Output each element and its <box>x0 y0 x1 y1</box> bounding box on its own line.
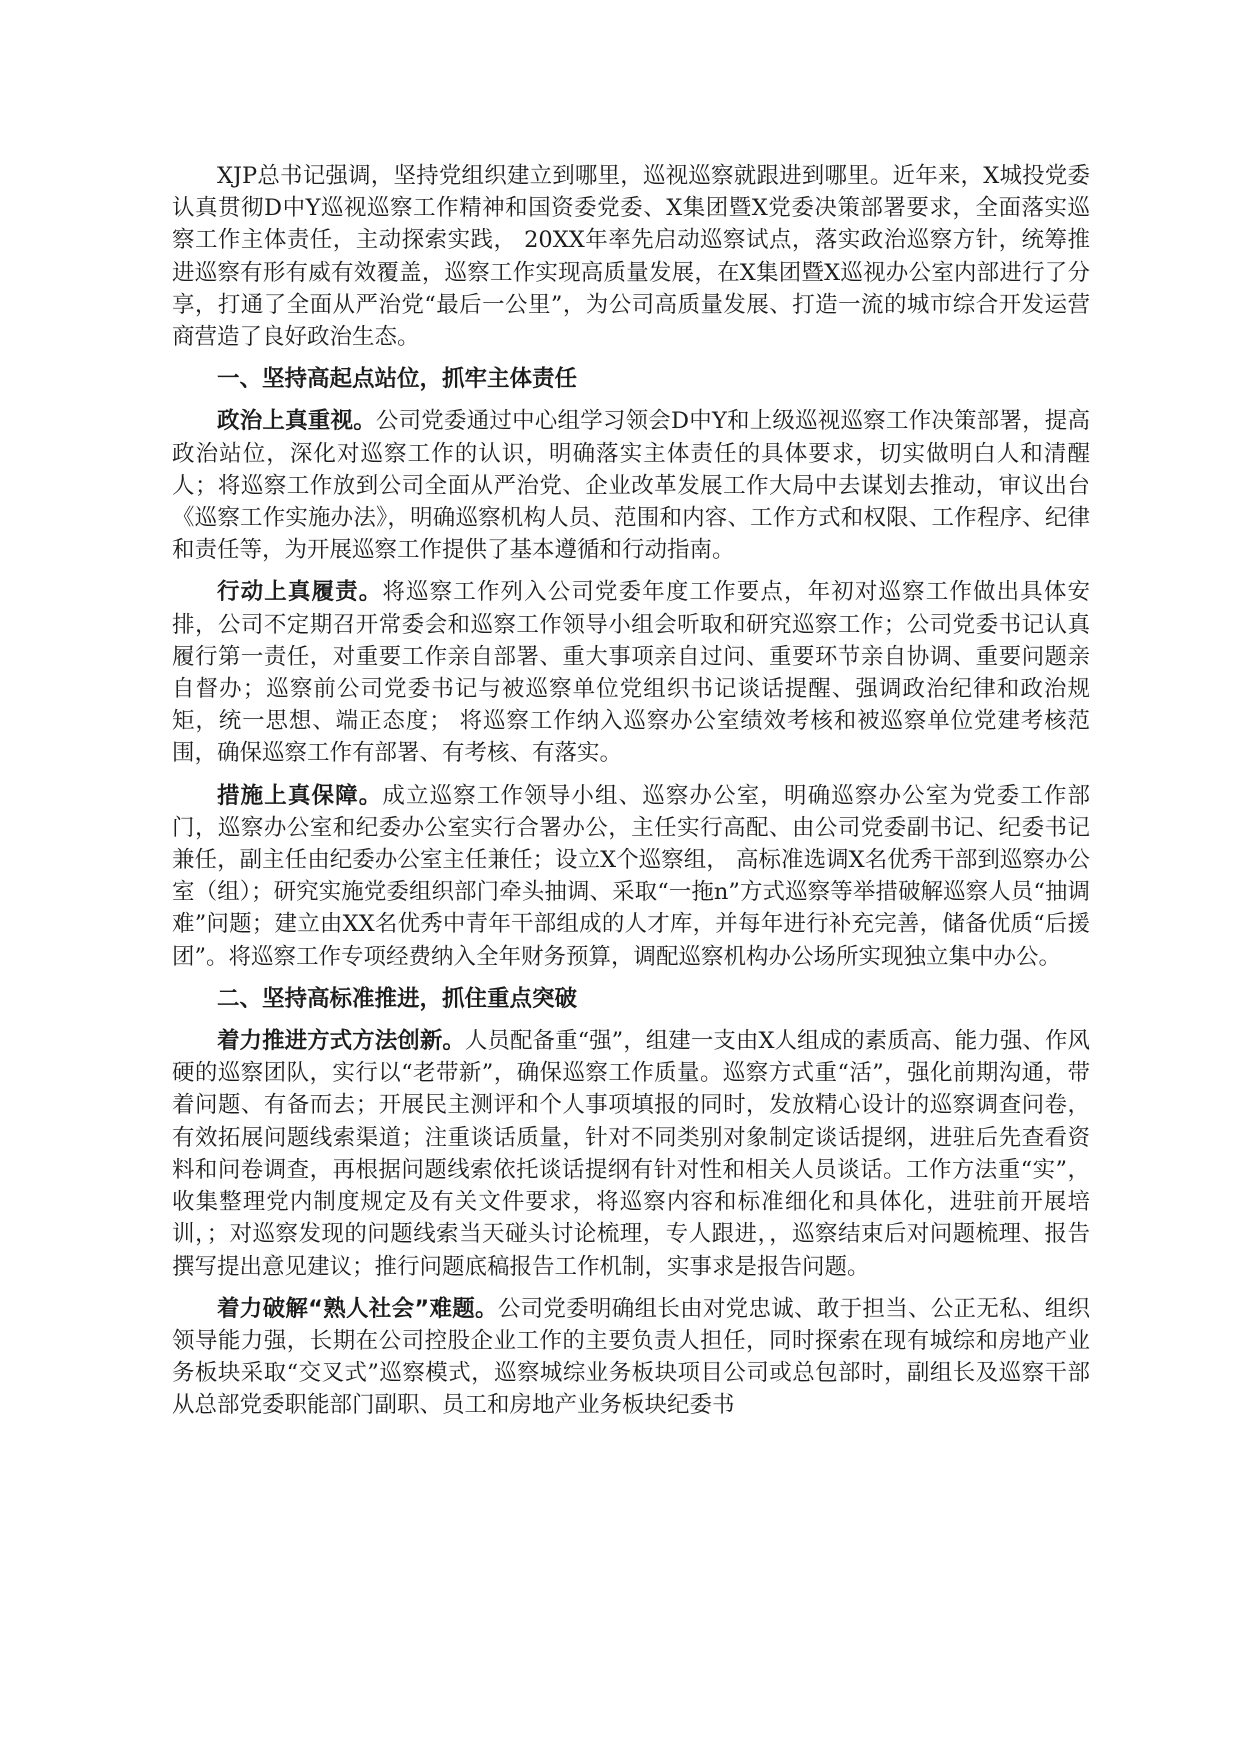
section-2-paragraph-2 <box>172 1293 1090 1422</box>
paragraph-body: 公司党委明确组长由对党忠诚、敢于担当、公正无私、组织领导能力强，长期在公司控股企业工作的主要负责人担任，同时探索在现有城综和房地产业务板块采取“交叉式”巡察模式，巡察城综业务板块项目公司或总包部时，副组长及巡察干部从总部党委职能部门副职、员工和房地产业务板块纪委书 <box>172 1295 1090 1419</box>
paragraph-lead: 着力推进方式方法创新。 <box>217 1028 465 1055</box>
section-1-heading: 一、坚持高起点站位，抓牢主体责任 <box>217 366 578 393</box>
section-1-paragraph-1 <box>172 405 1090 566</box>
paragraph-body: 成立巡察工作领导小组、巡察办公室，明确巡察办公室为党委工作部门，巡察办公室和纪委办公室实行合署办公，主任实行高配、由公司党委副书记、纪委书记兼任，副主任由纪委办公室主任兼任；设立X个巡察组， 高标准选调X名优秀干部到巡察办公室（组）；研究实施党委组织部门牵头抽调、采取“一拖n”方式巡察等举措破解巡察人员“抽调难”问题；建立由XX名优秀中青年干部组成的人才库，并每年进行补充完善，储备优质“后援团”。将巡察工作专项经费纳入全年财务预算，调配巡察机构办公场所实现独立集中办公。 <box>172 782 1090 970</box>
intro-paragraph: XJP总书记强调，坚持党组织建立到哪里，巡视巡察就跟进到哪里。近年来，X城投党委认真贯彻D中Y巡视巡察工作精神和国资委党委、X集团暨X党委决策部署要求，全面落实巡察工作主体责任，主动探索实践， 20XX年率先启动巡察试点，落实政治巡察方针，统筹推进巡察有形有威有效覆盖，巡察工作实现高质量发展，在X集团暨X巡视办公室内部进行了分享，打通了全面从严治党“最后一公里”，为公司高质量发展、打造一流的城市综合开发运营商营造了良好政治生态。 <box>172 163 1090 351</box>
paragraph-lead: 措施上真保障。 <box>217 782 383 809</box>
section-2-heading: 二、坚持高标准推进，抓住重点突破 <box>217 985 578 1012</box>
document-page <box>172 160 1090 1432</box>
paragraph-lead: 着力破解“熟人社会”难题。 <box>217 1295 498 1322</box>
section-2-paragraph-1 <box>172 1025 1090 1283</box>
section-1-paragraph-2 <box>172 576 1090 769</box>
paragraph-lead: 行动上真履责。 <box>217 579 383 606</box>
paragraph-body: 人员配备重“强”，组建一支由X人组成的素质高、能力强、作风硬的巡察团队，实行以“老带新”，确保巡察工作质量。巡察方式重“活”，强化前期沟通，带着问题、有备而去；开展民主测评和个人事项填报的同时，发放精心设计的巡察调查问卷，有效拓展问题线索渠道；注重谈话质量，针对不同类别对象制定谈话提纲，进驻后先查看资料和问卷调查，再根据问题线索依托谈话提纲有针对性和相关人员谈话。工作方法重“实”，收集整理党内制度规定及有关文件要求，将巡察内容和标准细化和具体化，进驻前开展培训，；对巡察发现的问题线索当天碰头讨论梳理，专人跟进，，巡察结束后对问题梳理、报告撰写提出意见建议；推行问题底稿报告工作机制，实事求是报告问题。 <box>172 1028 1090 1280</box>
paragraph-body: 公司党委通过中心组学习领会D中Y和上级巡视巡察工作决策部署，提高政治站位，深化对巡察工作的认识，明确落实主体责任的具体要求，切实做明白人和清醒人；将巡察工作放到公司全面从严治党、企业改革发展工作大局中去谋划去推动，审议出台《巡察工作实施办法》，明确巡察机构人员、范围和内容、工作方式和权限、工作程序、纪律和责任等，为开展巡察工作提供了基本遵循和行动指南。 <box>172 408 1090 564</box>
paragraph-lead: 政治上真重视。 <box>217 408 376 435</box>
section-1-paragraph-3 <box>172 780 1090 973</box>
paragraph-body: 将巡察工作列入公司党委年度工作要点，年初对巡察工作做出具体安排，公司不定期召开常委会和巡察工作领导小组会听取和研究巡察工作；公司党委书记认真履行第一责任，对重要工作亲自部署、重大事项亲自过问、重要环节亲自协调、重要问题亲自督办；巡察前公司党委书记与被巡察单位党组织书记谈话提醒、强调政治纪律和政治规矩，统一思想、端正态度； 将巡察工作纳入巡察办公室绩效考核和被巡察单位党建考核范围，确保巡察工作有部署、有考核、有落实。 <box>172 579 1090 767</box>
